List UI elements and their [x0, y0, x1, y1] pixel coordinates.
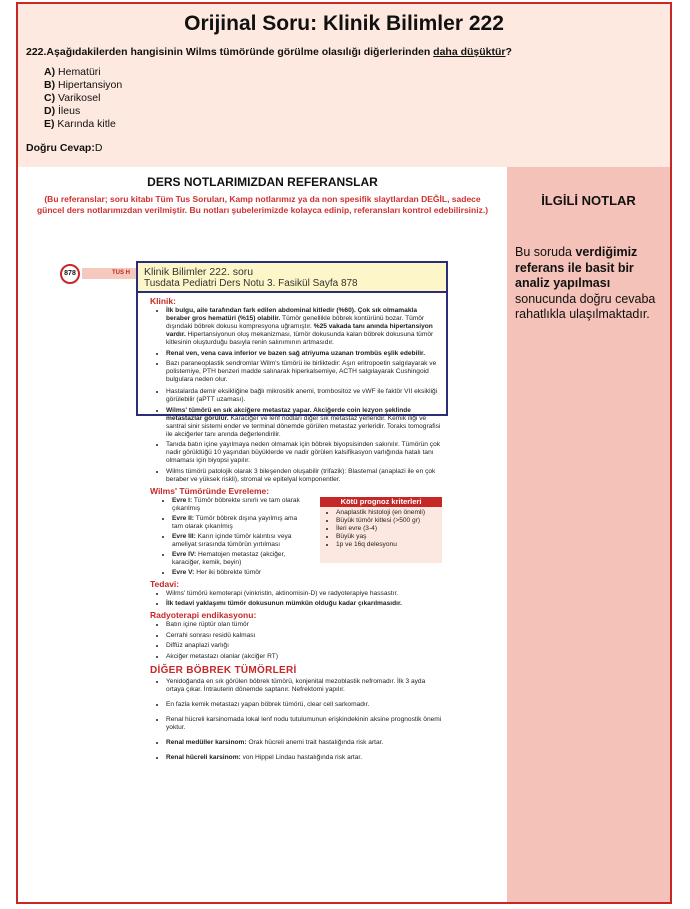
- page-number-badge: 878: [60, 264, 80, 284]
- list-item: • 1p ve 16q delesyonu: [336, 541, 442, 549]
- highlight-frame: [136, 291, 448, 416]
- list-item: [172, 497, 300, 513]
- page-frame: [16, 2, 672, 904]
- evre-heading: Wilms' Tümöründe Evreleme:: [150, 485, 270, 496]
- tedavi-list: [150, 590, 442, 609]
- option-letter: A): [44, 66, 56, 78]
- bold-text: Evre V:: [172, 568, 195, 576]
- list-item: [166, 441, 442, 465]
- question-panel: [18, 4, 670, 167]
- related-notes-text: [515, 245, 665, 323]
- list-item: • Büyük tümör kitlesi (>500 gr): [336, 517, 442, 525]
- body-text: Wilms tümörü patolojik olarak 3 bileşenden oluşabilir (trifazik): Blastemal (anaplazi ile en çok beraber ve yüksek riskli), stromal ve epitelyal komponentler.: [166, 467, 436, 483]
- list-item: [172, 551, 300, 567]
- body-text: Hipertansiyonun oluş mekanizması, tümör dokusunda kalan böbrek dokusuna tümör kitlesinin oluşturduğu basıyla renin salınımının artmasıdır.: [166, 331, 434, 346]
- klinik-heading: Klinik:: [150, 296, 176, 306]
- body-text: En fazla kemik metastazı yapan böbrek tümörü, clear cell sarkomadır.: [166, 700, 370, 708]
- body-text: Her iki böbrekte tümör: [194, 568, 262, 576]
- references-panel: [18, 167, 507, 904]
- body-text: von Hippel Lindau hastalığında risk artar.: [240, 753, 363, 761]
- body-text: Tümör böbrek dışına yayılmış ama tam olarak çıkarılmış: [172, 514, 298, 530]
- option-d: [44, 105, 122, 118]
- bold-text: Evre II:: [172, 514, 194, 522]
- tedavi-heading: Tedavi:: [150, 578, 180, 589]
- list-item: [166, 678, 442, 694]
- body-text: Tümör böbrekte sınırlı ve tam olarak çıkarılmış: [172, 496, 300, 512]
- options-list: [44, 66, 122, 131]
- rt-heading: Radyoterapi endikasyonu:: [150, 610, 257, 620]
- prognosis-box: [320, 497, 442, 563]
- bold-text: %25 vakada tanı anında hipertansiyon vardır.: [166, 323, 433, 338]
- body-text: Hematojen metastaz (akciğer, karaciğer, kemik, beyin): [172, 550, 286, 566]
- page-title: Orijinal Soru: Klinik Bilimler 222: [184, 12, 504, 35]
- option-letter: D): [44, 105, 56, 117]
- option-text: Karında kitle: [57, 118, 116, 130]
- list-item: [172, 533, 300, 549]
- bold-text: Renal hücreli karsinom:: [166, 753, 241, 761]
- body-text: Karın içinde tümör kalıntısı veya ameliyat sırasında tümörün yırtılması: [172, 532, 292, 548]
- bold-text: verdiğimiz referans ile basit bir analiz yapılması: [515, 245, 638, 290]
- list-item: [166, 600, 442, 608]
- references-note: (Bu referanslar; soru kitabı Tüm Tus Soruları, Kamp notlarımız ya da non spesifik slaytlardan DEĞİL, sadece güncel ders notlarımızdan verilmiştir. Bu notları şubelerimizde kolayca edinip, referansları kontrol edebilirsiniz.): [36, 194, 489, 215]
- bold-text: İlk bulgu, aile tarafından fark edilen abdominal kitledir (%60). Çok sık olmamakla beraber gros hematüri (%15) olabilir.: [166, 307, 418, 322]
- bold-text: Renal ven, vena cava inferior ve bazen sağ atriyuma uzanan trombüs eşlik edebilir.: [166, 349, 426, 357]
- body-text: Karaciğer ve lenf nodları diğer sık metastaz yerleridir. Kemik iliği ve santral sinir sistemi ender ve terminal dönemde görülen metastaz yerleridir. Toraks tomografisi ile akciğerler tanı anında değerlendirilir.: [166, 414, 441, 438]
- answer-label: Doğru Cevap:: [26, 142, 95, 154]
- question-stem: 222.Aşağıdakilerden hangisinin Wilms tümöründe görülme olasılığı diğerlerinden: [26, 46, 434, 58]
- body-text: sonucunda doğru cevaba rahatlıkla ulaşılmaktadır.: [515, 291, 656, 321]
- body-text: Tanıda batın içine yayılmaya neden olmamak için böbrek biyopsisinden sakınılır. Tümörün çok nadir görüldüğü 10 yaşından büyüklerde ve nadir görülen kalsifikasyon varlığında hatalı tanı olmaması için biyopsi yapılır.: [166, 441, 441, 464]
- question-text: [26, 46, 512, 58]
- answer-value: D: [94, 142, 103, 154]
- list-item: [166, 754, 442, 762]
- list-item: [166, 716, 442, 732]
- rt-list: [150, 621, 442, 661]
- bold-text: Evre IV:: [172, 550, 197, 558]
- correct-answer: [26, 142, 102, 154]
- evre-list: [150, 497, 300, 577]
- option-text: Varikosel: [58, 92, 101, 104]
- source-subtitle: Tusdata Pediatri Ders Notu 3. Fasikül Sayfa 878: [144, 278, 358, 289]
- list-item: • İleri evre (3-4): [336, 525, 442, 533]
- option-letter: B): [44, 79, 56, 91]
- source-title: Klinik Bilimler 222. soru: [144, 266, 254, 278]
- diger-heading: DİĞER BÖBREK TÜMÖRLERİ: [150, 664, 297, 676]
- body-text: Bu soruda: [515, 245, 576, 259]
- bold-text: Evre III:: [172, 532, 196, 540]
- list-item: • Anaplastik histoloji (en önemli): [336, 509, 442, 517]
- body-text: Bazı paraneoplastik sendromlar Wilm's tümörü ile birliktedir: Aşırı eritropoetin salgılayarak ve polistemiye, PTH benzeri madde salınarak hiperkalsemiye, ACTH salgılayarak Cushingoid bulgulara neden olur.: [166, 360, 437, 383]
- prognosis-list: [320, 507, 442, 549]
- option-c: [44, 92, 122, 105]
- option-text: İleus: [58, 105, 81, 117]
- option-text: Hipertansiyon: [58, 79, 123, 91]
- option-text: Hematüri: [58, 66, 101, 78]
- list-item: • Cerrahi sonrası residü kalması: [166, 632, 442, 640]
- body-text: Tümör genellikle böbrek kontürünü bozar. Tümör dışındaki böbrek dokusu kompresyona uğramıştır.: [166, 315, 425, 330]
- option-a: [44, 66, 122, 79]
- list-item: • Akciğer metastazı olanlar (akciğer RT): [166, 653, 442, 661]
- question-mark: ?: [505, 46, 512, 58]
- page-ribbon: TUS H: [82, 268, 142, 279]
- bold-text: Evre I:: [172, 496, 193, 504]
- body-text: Yenidoğanda en sık görülen böbrek tümörü, konjenital mezoblastik nefromadır. İlk 3 ayda ortaya çıkar. İntrauterin dönemde saptanır. Nefrektomi yapılır.: [166, 677, 426, 693]
- list-item: • Batın içine rüptür olan tümör: [166, 621, 442, 629]
- body-text: Hastalarda demir eksikliğine bağlı mikrositik anemi, trombositoz ve vWF ile faktör VII eksikliği görülebilir (aPTT uzaması).: [166, 388, 438, 403]
- list-item: [172, 515, 300, 531]
- option-b: [44, 79, 122, 92]
- list-item: [172, 569, 300, 577]
- related-notes-panel: [507, 167, 670, 904]
- option-letter: E): [44, 118, 55, 130]
- body-text: Renal hücreli karsinomada lokal lenf nodu tutulumunun erişkindekinin aksine prognostik önemi yoktur.: [166, 715, 442, 731]
- prognosis-heading: Kötü prognoz kriterleri: [320, 497, 442, 507]
- source-callout: [136, 261, 448, 293]
- evre-section: [150, 497, 442, 577]
- list-item: • Büyük yaş: [336, 533, 442, 541]
- bold-text: İlk tedavi yaklaşımı tümör dokusunun mümkün olduğu kadar çıkarılmasıdır.: [166, 600, 402, 607]
- list-item: [166, 701, 442, 709]
- list-item: [166, 468, 442, 484]
- list-item: • Diffüz anaplazi varlığı: [166, 642, 442, 650]
- body-text: Orak hücreli anemi trait hastalığında risk artar.: [246, 738, 384, 746]
- list-item: [166, 590, 442, 598]
- related-notes-title: İLGİLİ NOTLAR: [541, 193, 636, 208]
- references-heading: DERS NOTLARIMIZDAN REFERANSLAR: [147, 175, 378, 189]
- bold-text: Wilms' tümörü en sık akciğere metastaz yapar. Akciğerde coin lezyon şeklinde metastazlar görülür.: [166, 406, 411, 422]
- list-item: [166, 739, 442, 747]
- diger-list: [150, 678, 442, 762]
- option-e: [44, 118, 122, 131]
- option-letter: C): [44, 92, 56, 104]
- bold-text: Renal medüller karsinom:: [166, 738, 247, 746]
- question-emphasis: daha düşüktür: [433, 46, 506, 58]
- body-text: Wilms' tümörü kemoterapi (vinkristin, aktinomisin-D) ve radyoterapiye hassastır.: [166, 589, 399, 597]
